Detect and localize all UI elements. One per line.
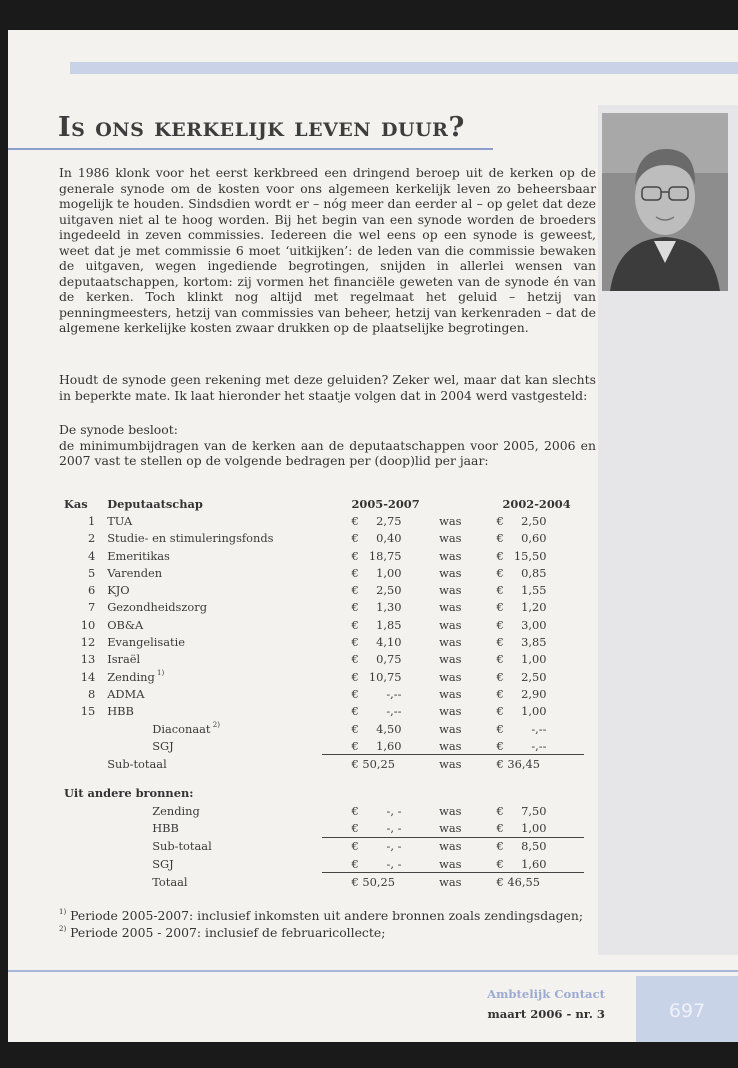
kas-number: 13 [80,652,96,667]
was-label: was [439,669,462,684]
table-row [64,837,584,855]
amount-2002-2004 [491,855,585,873]
currency-symbol: € [496,669,504,684]
kas-number [64,837,107,855]
amount-value: 2,50 [376,583,402,598]
footnote-1 [59,908,619,925]
currency-symbol: € [496,548,504,563]
kas-number [64,720,107,737]
was-label: was [439,704,462,719]
amount-2005-2007 [322,819,440,837]
was-label: was [439,820,462,835]
contribution-table [64,495,584,891]
table-row [64,564,584,581]
footnote-ref: 2) [210,720,220,729]
table-row [64,599,584,616]
amount-value: 15,50 [513,548,547,563]
amount-2005-2007 [322,633,440,650]
table-row [64,547,584,564]
currency-symbol: € [351,686,359,701]
amount-value: 1,00 [521,704,547,719]
amount-2002-2004 [491,547,585,564]
currency-symbol: € [496,583,504,598]
table-row [64,855,584,873]
amount-value: 8,50 [521,839,547,854]
was-label: was [439,837,490,855]
amount-value: -,-- [386,704,402,719]
deputaatschap-name: ADMA [107,686,145,701]
amount-2002-2004 [491,512,585,529]
amount-value: 1,30 [376,600,402,615]
publication-name: Ambtelijk Contact [487,987,605,1001]
was-label: was [439,583,462,598]
kas-number: 5 [87,565,96,580]
deputaatschap-name: Varenden [107,565,163,580]
amount-2002-2004 [491,599,585,616]
deputaatschap-name: Diaconaat $^{2)}$ [152,720,220,736]
author-portrait [602,113,728,291]
was-label: was [439,531,462,546]
footnote-mark: 2) [59,924,67,933]
currency-symbol: € [496,820,504,835]
amount-2002-2004 [491,685,585,702]
footer-rule [8,970,738,972]
currency-symbol: € [496,839,504,854]
was-label: was [439,755,490,773]
deputaatschap-name: OB&A [107,617,144,632]
paragraph-intro: In 1986 klonk voor het eerst kerkbreed een dringend beroep uit de kerken op de generale synode om de kosten voor ons algemeen kerkelijk leven zo beheersbaar mogelijk te houden. Sindsdien wordt er – nóg meer dan eerder al – op gelet dat deze uitgaven niet al te hoog worden. Bij het begin van een synode worden de broeders ingedeeld in zeven commissies. Iedereen die wel eens op een synode is geweest, weet dat je met commissie 6 moet ‘uitkijken’: de leden van die commissie bewaken de uitgaven, wegen ingediende begrotingen, snijden in allerlei wensen van deputaatschappen, kortom: zij vormen het financiële geweten van de synode én van de kerken. Toch klinkt nog altijd met regelmaat het geluid – hetzij van penningmeesters, hetzij van commissies van beheer, hetzij van kerkenraden – dat de algemene kerkelijke kosten zwaar drukken op de plaatselijke begrotingen. [59,165,596,335]
was-label: was [439,803,462,818]
amount-2002-2004 [491,668,585,685]
currency-symbol: € [351,839,359,854]
was-label: was [439,873,490,891]
currency-symbol: € [351,617,359,632]
amount-value: 2,75 [376,513,402,528]
amount-value: 10,75 [368,669,402,684]
total-label: Totaal [152,874,188,889]
deputaatschap-name: KJO [107,583,130,598]
was-label: was [439,738,462,753]
source-name: Sub-totaal [152,839,212,854]
subtotal-old: € 36,45 [491,755,585,773]
amount-2005-2007 [322,581,440,598]
amount-value: 4,50 [376,721,402,736]
currency-symbol: € [496,721,504,736]
currency-symbol: € [351,856,359,871]
amount-value: 0,40 [376,531,402,546]
amount-value: 3,85 [521,635,547,650]
kas-number [64,819,107,837]
other-sources-rows [64,802,584,873]
amount-value: 2,90 [521,686,547,701]
amount-2005-2007 [322,720,440,737]
amount-2005-2007 [322,703,440,720]
kas-number: 10 [80,617,96,632]
amount-2002-2004 [491,564,585,581]
header-deputaatschap: Deputaatschap [107,496,203,511]
deputaatschap-name: TUA [107,513,133,528]
currency-symbol: € [496,856,504,871]
amount-2005-2007 [322,599,440,616]
kas-number: 6 [87,583,96,598]
currency-symbol: € [351,565,359,580]
amount-2005-2007 [322,547,440,564]
was-label: was [439,686,462,701]
deputaatschap-name: Gezondheidszorg [107,600,207,615]
amount-value: 1,85 [376,617,402,632]
subtotal-label: Sub-totaal [107,756,167,771]
currency-symbol: € [351,531,359,546]
footnote-mark: 1) [59,908,67,916]
was-label: was [439,721,462,736]
amount-value: 1,55 [521,583,547,598]
currency-symbol: € [351,803,359,818]
was-label: was [439,635,462,650]
table-row [64,512,584,529]
article-title: Is ons kerkelijk leven duur? [58,112,465,143]
source-name: Zending [152,803,200,818]
amount-2005-2007 [322,737,440,755]
kas-number [64,802,107,819]
currency-symbol: € [496,600,504,615]
deputaatschap-name: Zending $^{1)}$ [107,668,165,684]
currency-symbol: € [351,513,359,528]
currency-symbol: € [496,686,504,701]
currency-symbol: € [351,652,359,667]
deputaatschap-rows [64,512,584,755]
amount-2002-2004 [491,633,585,650]
amount-2005-2007 [322,512,440,529]
page-number: 697 [668,1000,706,1022]
currency-symbol: € [351,583,359,598]
total-row [64,873,584,891]
source-name: SGJ [152,856,174,871]
was-label: was [439,856,462,871]
kas-number: 15 [80,704,96,719]
amount-value: 1,00 [521,820,547,835]
currency-symbol: € [351,738,359,753]
table-row [64,616,584,633]
amount-value: -,-- [531,738,547,753]
amount-2005-2007 [322,668,440,685]
was-label: was [439,548,462,563]
amount-2002-2004 [491,720,585,737]
table-row [64,581,584,598]
amount-2005-2007 [322,616,440,633]
amount-2002-2004 [491,581,585,598]
amount-2002-2004 [491,651,585,668]
footnotes [59,908,619,941]
table-row [64,703,584,720]
amount-value: 1,00 [521,652,547,667]
amount-2005-2007 [322,802,440,819]
kas-number: 14 [80,669,96,684]
currency-symbol: € [496,803,504,818]
amount-value: 0,60 [521,531,547,546]
currency-symbol: € [496,652,504,667]
amount-value: -, - [386,839,402,854]
amount-value: 18,75 [368,548,402,563]
header-kas: Kas [64,496,88,511]
amount-value: -,-- [386,686,402,701]
amount-2002-2004 [491,530,585,547]
paragraph-question: Houdt de synode geen rekening met deze geluiden? Zeker wel, maar dat kan slechts in beperkte mate. Ik laat hieronder het staatje volgen dat in 2004 werd vastgesteld: [59,372,596,403]
currency-symbol: € [351,721,359,736]
table-row [64,720,584,737]
other-sources-heading-row [64,785,584,802]
amount-value: 1,60 [376,738,402,753]
kas-number: 2 [87,531,96,546]
amount-2005-2007 [322,837,440,855]
amount-value: 1,60 [521,856,547,871]
amount-2005-2007 [322,685,440,702]
currency-symbol: € [496,617,504,632]
total-new: € 50,25 [322,873,440,891]
was-label: was [439,600,462,615]
deputaatschap-name: HBB [107,704,134,719]
amount-value: 0,85 [521,565,547,580]
was-label: was [439,513,462,528]
currency-symbol: € [351,600,359,615]
amount-value: 1,00 [376,565,402,580]
amount-2002-2004 [491,819,585,837]
table-row [64,685,584,702]
amount-2002-2004 [491,802,585,819]
amount-2002-2004 [491,837,585,855]
table-row [64,668,584,685]
was-label: was [439,565,462,580]
amount-value: 3,00 [521,617,547,632]
amount-value: -, - [386,856,402,871]
paragraph-decision: De synode besloot: de minimumbijdragen van de kerken aan de deputaatschappen voor 2005, 2006 en 2007 vast te stellen op de volgende bedragen per (doop)lid per jaar: [59,422,596,468]
amount-value: -, - [386,820,402,835]
amount-value: 4,10 [376,635,402,650]
amount-value: 1,20 [521,600,547,615]
footnote-text: Periode 2005 - 2007: inclusief de februaricollecte; [70,924,386,940]
table-row [64,802,584,819]
amount-value: 2,50 [521,669,547,684]
kas-number [64,737,107,755]
was-label: was [439,617,462,632]
header-2002-2004: 2002-2004 [502,496,571,511]
other-sources-heading: Uit andere bronnen: [64,786,194,801]
header-2005-2007: 2005-2007 [351,496,420,511]
amount-2005-2007 [322,530,440,547]
currency-symbol: € [351,635,359,650]
source-name: HBB [152,821,179,836]
kas-number: 4 [87,548,96,563]
subtotal-new: € 50,25 [322,755,440,773]
amount-value: -, - [386,803,402,818]
currency-symbol: € [496,635,504,650]
deputaatschap-name: Emeritikas [107,548,170,563]
amount-2005-2007 [322,651,440,668]
header-band [70,62,738,74]
amount-2002-2004 [491,737,585,755]
currency-symbol: € [496,531,504,546]
currency-symbol: € [351,669,359,684]
footnote-2 [59,925,619,942]
amount-value: -,-- [531,721,547,736]
subtotal-row [64,755,584,773]
currency-symbol: € [351,548,359,563]
currency-symbol: € [496,565,504,580]
title-underline [8,148,493,150]
amount-value: 0,75 [376,652,402,667]
currency-symbol: € [351,820,359,835]
currency-symbol: € [496,513,504,528]
footnote-ref: 1) [154,668,165,677]
total-old: € 46,55 [491,873,585,891]
table-row [64,737,584,755]
kas-number: 12 [80,635,96,650]
amount-2002-2004 [491,616,585,633]
table-row [64,651,584,668]
amount-2002-2004 [491,703,585,720]
kas-number: 1 [87,513,96,528]
currency-symbol: € [351,704,359,719]
amount-2005-2007 [322,855,440,873]
kas-number: 7 [87,600,96,615]
issue-info: maart 2006 - nr. 3 [487,1007,605,1021]
kas-number [64,855,107,873]
amount-2005-2007 [322,564,440,581]
table-header-row [64,495,584,512]
deputaatschap-name: Evangelisatie [107,635,185,650]
kas-number: 8 [87,686,96,701]
table-row [64,633,584,650]
table-row [64,530,584,547]
deputaatschap-name: SGJ [152,739,174,754]
magazine-page [8,30,738,1042]
amount-value: 7,50 [521,803,547,818]
amount-value: 2,50 [521,513,547,528]
deputaatschap-name: Israël [107,652,141,667]
table-row [64,819,584,837]
was-label: was [439,652,462,667]
footnote-text: Periode 2005-2007: inclusief inkomsten uit andere bronnen zoals zendingsdagen; [70,908,584,923]
currency-symbol: € [496,704,504,719]
currency-symbol: € [496,738,504,753]
deputaatschap-name: Studie- en stimuleringsfonds [107,531,274,546]
